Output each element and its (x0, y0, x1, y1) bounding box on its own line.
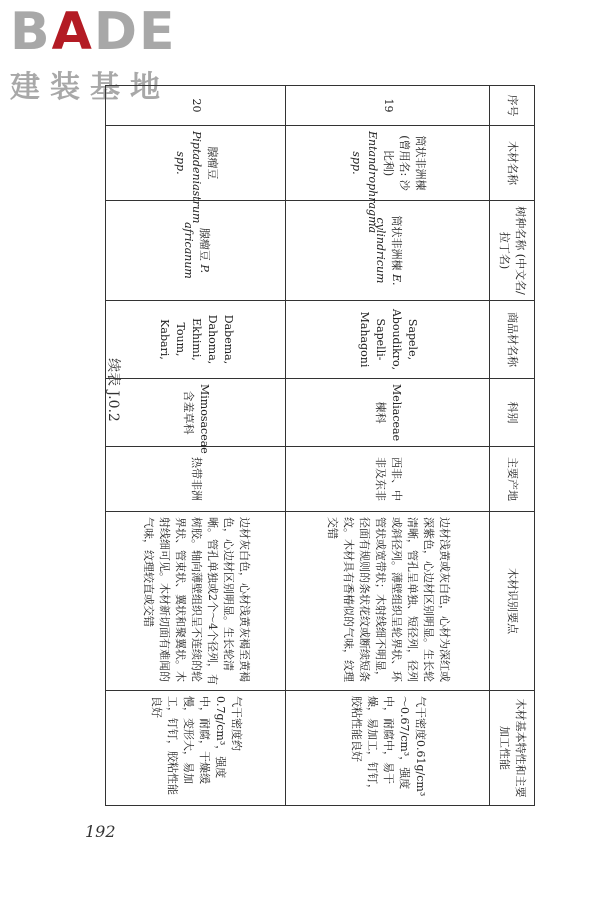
header-family: 科别 (490, 379, 535, 447)
properties-cell: 气干密度约0.7g/cm³，强度中，耐腐，干燥缓慢，变形大，易加工，钉钉，胶粘性能良好 (106, 691, 286, 806)
species-name-latin: P. africanum (181, 222, 211, 279)
species-name-latin: E. cylindricum (373, 217, 403, 286)
wood-name-cell (106, 126, 286, 224)
features-cell: 边材浅黄或灰白色，心材为深红或深紫色，心边材区别明显。生长轮清晰，管孔呈单独、短径列，径列或斜径列。薄壁组织呈轮界状、环管状或宽带状；木射线细不明显，径面有规则的条状花纹或断续短条纹。木材具有香椿似的气味，纹理交错 (286, 512, 490, 691)
species-name-cell (286, 201, 490, 301)
wood-name-cn: 腺瘤豆 (205, 146, 219, 180)
family-cell (106, 379, 286, 454)
origin-cell: 热带非洲 (106, 447, 286, 512)
header-origin: 主要产地 (490, 447, 535, 512)
logo-wordmark: BADE (10, 2, 177, 62)
wood-name-cell (286, 126, 490, 234)
wood-species-table (105, 85, 535, 806)
header-wood-name: 木材名称 (490, 126, 535, 201)
row-number: 19 (286, 86, 490, 126)
family-latin: Meliaceae (389, 384, 403, 442)
properties-cell: 气干密度0.61g/cm³～0.67/cm³，强度中，耐腐中，易干燥，易加工，钉钉，胶粘性能良好 (286, 691, 490, 806)
logo-chinese: 建装基地 (10, 70, 170, 105)
origin-cell: 西非、中非及东非 (286, 447, 490, 512)
table-header-row (490, 86, 535, 806)
row-number: 20 (106, 86, 286, 126)
species-name-cn: 筒状非洲楝 (389, 215, 403, 271)
features-cell: 边材灰白色，心材浅黄灰褐至黄褐色，心边材区别明显。生长轮清晰。管孔单独或2个～4个径列，有树胶。轴向薄壁组织呈不连续的轮界状、管束状、翼状和聚翼状。木射线细可见。木材新切面有难闻的气味，纹理较直或交错 (106, 512, 286, 691)
family-cn: 含羞草科 (181, 390, 195, 435)
header-species-name: 树种名称 (中文名/拉丁名) (490, 201, 535, 301)
trade-names-cell: Sapele, Aboudikro, Sapelli-Mahagoni (286, 301, 490, 379)
header-properties: 木材基本特性和主要加工性能 (490, 691, 535, 806)
wood-name-cn: 筒状非洲楝 (曾用名: 沙比利) (381, 135, 427, 191)
wood-name-latin: Entandrophragma spp. (349, 131, 379, 234)
table-caption: 续表 J.0.2 (104, 358, 121, 422)
wood-name-latin: Piptadeniastrum spp. (173, 131, 203, 224)
page-number: 192 (85, 822, 116, 841)
family-cn: 楝科 (373, 401, 387, 424)
trade-names-cell: Dabema, Dahoma, Ekhimi, Toum, Kabari, (106, 301, 286, 379)
header-index: 序号 (490, 86, 535, 126)
rotated-table-container (105, 85, 535, 805)
header-trade-name: 商品材名称 (490, 301, 535, 379)
family-cell (286, 379, 490, 447)
header-identification: 木材识别要点 (490, 512, 535, 691)
table-row (286, 86, 490, 806)
species-name-cn: 腺瘤豆 (197, 227, 211, 261)
table-row (106, 86, 286, 806)
family-latin: Mimosaceae (197, 384, 211, 454)
